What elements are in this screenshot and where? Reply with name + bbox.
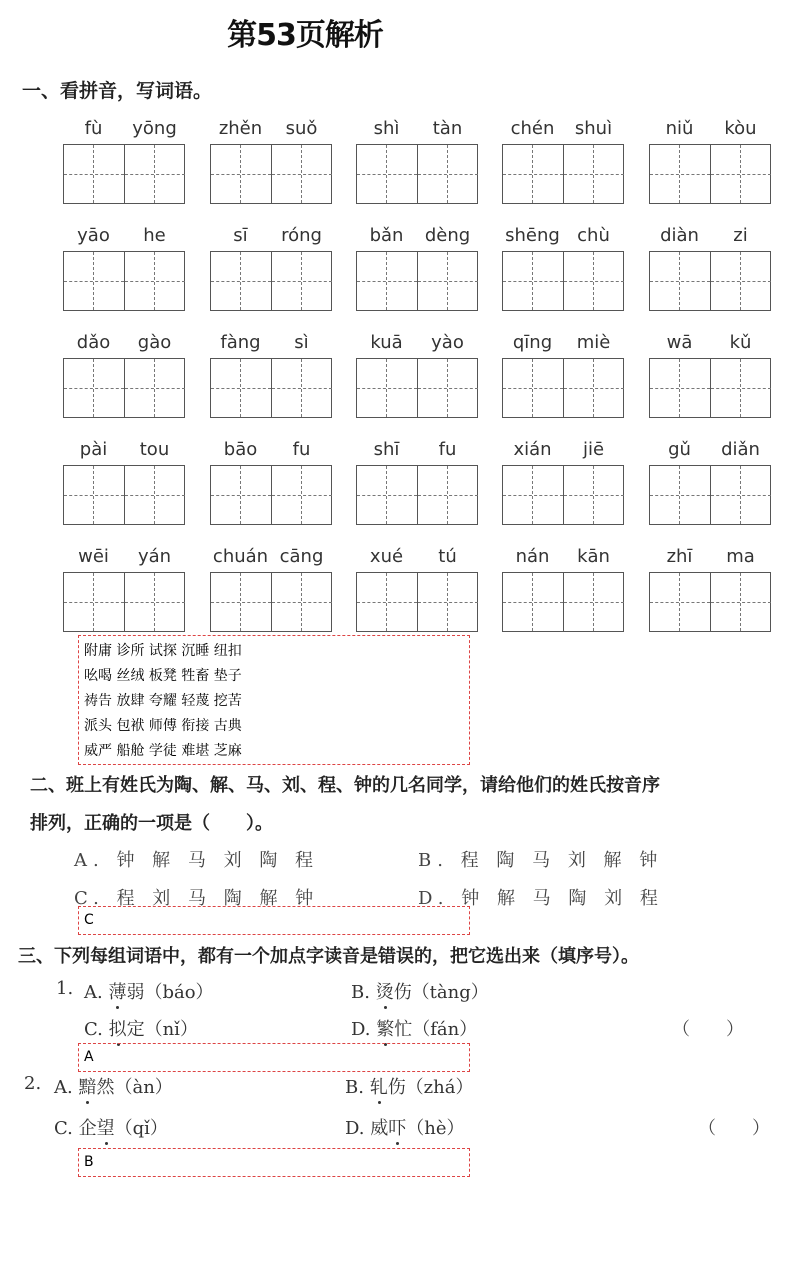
pinyin-label [210, 225, 332, 247]
tian-zi-ge-cell [418, 466, 478, 524]
pinyin-label [649, 225, 771, 247]
option-label: B. [351, 982, 370, 1003]
section2-option-a: A. 钟 解 马 刘 陶 程 [74, 850, 320, 871]
option-label: D. [351, 1019, 371, 1040]
option-text: 伤（zhá） [387, 1077, 474, 1098]
pinyin-label [502, 546, 624, 568]
writing-box [502, 572, 624, 632]
option-label: B. [345, 1077, 364, 1098]
section2-option-b: B. 程 陶 马 刘 解 钟 [418, 850, 664, 871]
pinyin-label [502, 332, 624, 354]
q1-option-a [84, 978, 214, 1004]
tian-zi-ge-cell [503, 145, 564, 203]
tian-zi-ge-cell [64, 359, 125, 417]
dotted-char: 薄 [108, 982, 127, 1003]
pinyin-syllable: suǒ [285, 118, 318, 139]
tian-zi-ge-cell [650, 466, 711, 524]
pinyin-item [649, 546, 771, 628]
pinyin-syllable: yāo [77, 225, 110, 246]
pinyin-syllable: diǎn [721, 439, 760, 460]
section2-option-c: C. 程 刘 马 陶 解 钟 [74, 888, 320, 909]
answer-text: C [84, 912, 94, 928]
tian-zi-ge-cell [711, 573, 771, 631]
q1-option-c [84, 1015, 198, 1041]
option-text: 伤（tàng） [393, 982, 489, 1003]
q2-number: 2. [24, 1073, 42, 1094]
tian-zi-ge-cell [711, 145, 771, 203]
pinyin-item [502, 225, 624, 307]
tian-zi-ge-cell [650, 359, 711, 417]
pinyin-item [356, 546, 478, 628]
section2-heading-line1: 二、班上有姓氏为陶、解、马、刘、程、钟的几名同学，请给他们的姓氏按音序 [30, 775, 660, 796]
pinyin-syllable: yōng [132, 118, 177, 139]
tian-zi-ge-cell [418, 573, 478, 631]
q1-option-b [351, 978, 489, 1004]
q2-option-c [54, 1114, 168, 1140]
tian-zi-ge-cell [418, 145, 478, 203]
tian-zi-ge-cell [711, 359, 771, 417]
tian-zi-ge-cell [418, 359, 478, 417]
pinyin-syllable: ma [726, 546, 755, 567]
q1-option-d [351, 1015, 477, 1041]
tian-zi-ge-cell [357, 252, 418, 310]
option-label: A. [84, 982, 103, 1003]
writing-box [210, 465, 332, 525]
tian-zi-ge-cell [650, 252, 711, 310]
pinyin-item [210, 332, 332, 414]
option-text: 弱（báo） [126, 982, 214, 1003]
pinyin-syllable: shī [373, 439, 400, 460]
tian-zi-ge-cell [564, 252, 624, 310]
tian-zi-ge-cell [211, 252, 272, 310]
option-text: 威 [370, 1118, 389, 1139]
section2-heading-line2: 排列，正确的一项是（ ）。 [30, 813, 273, 834]
pinyin-item [356, 332, 478, 414]
tian-zi-ge-cell [125, 466, 185, 524]
writing-box [63, 572, 185, 632]
dotted-char: 繁 [376, 1019, 395, 1040]
tian-zi-ge-cell [711, 466, 771, 524]
pinyin-syllable: kòu [724, 118, 757, 139]
pinyin-syllable: wā [666, 332, 693, 353]
pinyin-syllable: fù [84, 118, 103, 139]
tian-zi-ge-cell [503, 252, 564, 310]
tian-zi-ge-cell [564, 359, 624, 417]
pinyin-label [502, 225, 624, 247]
pinyin-label [63, 118, 185, 140]
tian-zi-ge-cell [272, 466, 332, 524]
pinyin-syllable: cāng [279, 546, 324, 567]
pinyin-syllable: chén [510, 118, 555, 139]
pinyin-item [502, 332, 624, 414]
dotted-char: 拟 [108, 1019, 127, 1040]
answer-box-q2 [78, 1148, 470, 1177]
pinyin-syllable: nán [515, 546, 550, 567]
pinyin-syllable: róng [281, 225, 322, 246]
answer-line: 威严 船舱 学徒 难堪 芝麻 [84, 743, 242, 759]
pinyin-label [63, 332, 185, 354]
tian-zi-ge-cell [125, 573, 185, 631]
tian-zi-ge-cell [357, 466, 418, 524]
pinyin-syllable: chù [577, 225, 610, 246]
pinyin-label [63, 546, 185, 568]
tian-zi-ge-cell [564, 466, 624, 524]
pinyin-item [63, 439, 185, 521]
pinyin-syllable: gǔ [668, 439, 691, 460]
tian-zi-ge-cell [64, 573, 125, 631]
answer-line: 派头 包袱 师傅 衔接 古典 [84, 718, 242, 734]
tian-zi-ge-cell [272, 359, 332, 417]
answer-line: 附庸 诊所 试探 沉睡 纽扣 [84, 643, 242, 659]
pinyin-syllable: fu [438, 439, 457, 460]
pinyin-label [356, 118, 478, 140]
pinyin-syllable: gào [137, 332, 172, 353]
writing-box [649, 251, 771, 311]
section2-option-d: D. 钟 解 马 陶 刘 程 [418, 888, 664, 909]
tian-zi-ge-cell [711, 252, 771, 310]
pinyin-label [356, 546, 478, 568]
pinyin-item [63, 225, 185, 307]
writing-box [649, 465, 771, 525]
option-label: C. [84, 1019, 103, 1040]
pinyin-item [356, 225, 478, 307]
pinyin-syllable: shì [373, 118, 400, 139]
pinyin-item [63, 546, 185, 628]
tian-zi-ge-cell [503, 466, 564, 524]
option-text: （qǐ） [114, 1118, 168, 1139]
tian-zi-ge-cell [125, 252, 185, 310]
pinyin-syllable: fu [292, 439, 311, 460]
pinyin-label [210, 332, 332, 354]
pinyin-item [649, 225, 771, 307]
writing-box [649, 358, 771, 418]
section1-heading: 一、看拼音，写词语。 [22, 80, 213, 102]
pinyin-syllable: tou [139, 439, 170, 460]
tian-zi-ge-cell [272, 573, 332, 631]
pinyin-syllable: kān [577, 546, 610, 567]
pinyin-syllable: sī [233, 225, 248, 246]
pinyin-syllable: chuán [212, 546, 269, 567]
pinyin-label [210, 546, 332, 568]
pinyin-syllable: tàn [432, 118, 463, 139]
answer-box-section1 [78, 635, 470, 765]
pinyin-label [356, 225, 478, 247]
option-label: D. [345, 1118, 365, 1139]
pinyin-label [649, 332, 771, 354]
pinyin-syllable: shēng [505, 225, 560, 246]
pinyin-syllable: bāo [223, 439, 258, 460]
pinyin-syllable: kuā [370, 332, 403, 353]
answer-box-section2 [78, 906, 470, 935]
dotted-char: 烫 [375, 982, 394, 1003]
writing-box [649, 572, 771, 632]
tian-zi-ge-cell [125, 359, 185, 417]
answer-text: B [84, 1154, 94, 1170]
q2-option-a [54, 1073, 173, 1099]
pinyin-item [502, 118, 624, 200]
tian-zi-ge-cell [503, 573, 564, 631]
pinyin-label [649, 546, 771, 568]
pinyin-item [502, 546, 624, 628]
pinyin-syllable: sì [294, 332, 309, 353]
pinyin-syllable: he [143, 225, 166, 246]
q2-option-d [345, 1114, 465, 1140]
pinyin-item [210, 439, 332, 521]
pinyin-syllable: miè [576, 332, 611, 353]
q2-option-b [345, 1073, 474, 1099]
pinyin-syllable: yán [137, 546, 172, 567]
pinyin-label [63, 225, 185, 247]
writing-box [210, 358, 332, 418]
writing-box [63, 144, 185, 204]
pinyin-syllable: yào [431, 332, 464, 353]
section3-heading: 三、下列每组词语中，都有一个加点字读音是错误的，把它选出来（填序号）。 [18, 946, 639, 967]
pinyin-label [63, 439, 185, 461]
writing-box [502, 144, 624, 204]
pinyin-label [502, 118, 624, 140]
pinyin-syllable: jiē [582, 439, 605, 460]
page-title: 第53页解析 [227, 18, 383, 53]
writing-box [502, 251, 624, 311]
tian-zi-ge-cell [272, 252, 332, 310]
pinyin-syllable: xué [369, 546, 404, 567]
pinyin-item [63, 332, 185, 414]
writing-box [63, 465, 185, 525]
tian-zi-ge-cell [272, 145, 332, 203]
pinyin-label [356, 332, 478, 354]
pinyin-syllable: fàng [220, 332, 261, 353]
pinyin-syllable: pài [79, 439, 108, 460]
dotted-char: 轧 [369, 1077, 388, 1098]
pinyin-syllable: dèng [424, 225, 471, 246]
tian-zi-ge-cell [64, 145, 125, 203]
tian-zi-ge-cell [125, 145, 185, 203]
pinyin-label [502, 439, 624, 461]
pinyin-label [356, 439, 478, 461]
pinyin-label [210, 118, 332, 140]
writing-box [649, 144, 771, 204]
tian-zi-ge-cell [357, 145, 418, 203]
dotted-char: 望 [96, 1118, 115, 1139]
pinyin-syllable: kǔ [729, 332, 752, 353]
writing-box [502, 358, 624, 418]
tian-zi-ge-cell [211, 145, 272, 203]
pinyin-label [649, 439, 771, 461]
tian-zi-ge-cell [211, 573, 272, 631]
pinyin-item [210, 546, 332, 628]
pinyin-syllable: bǎn [369, 225, 404, 246]
q1-answer-paren: （ ） [672, 1019, 744, 1040]
option-label: A. [54, 1077, 73, 1098]
tian-zi-ge-cell [211, 359, 272, 417]
answer-line: 吆喝 丝绒 板凳 牲畜 垫子 [84, 668, 242, 684]
writing-box [63, 251, 185, 311]
pinyin-syllable: zhī [666, 546, 693, 567]
tian-zi-ge-cell [357, 359, 418, 417]
writing-box [210, 251, 332, 311]
answer-text: A [84, 1049, 94, 1065]
pinyin-item [649, 118, 771, 200]
q1-number: 1. [56, 978, 74, 999]
writing-box [356, 251, 478, 311]
pinyin-syllable: shuì [574, 118, 613, 139]
writing-box [356, 358, 478, 418]
pinyin-syllable: wēi [78, 546, 109, 567]
pinyin-label [649, 118, 771, 140]
tian-zi-ge-cell [418, 252, 478, 310]
answer-box-q1 [78, 1043, 470, 1072]
writing-box [356, 465, 478, 525]
tian-zi-ge-cell [564, 573, 624, 631]
pinyin-syllable: dǎo [76, 332, 111, 353]
pinyin-item [210, 225, 332, 307]
pinyin-syllable: qīng [512, 332, 553, 353]
pinyin-item [210, 118, 332, 200]
option-text: 企 [78, 1118, 97, 1139]
pinyin-syllable: tú [438, 546, 457, 567]
pinyin-syllable: niǔ [665, 118, 694, 139]
tian-zi-ge-cell [503, 359, 564, 417]
dotted-char: 吓 [388, 1118, 407, 1139]
option-text: 忙（fán） [394, 1019, 478, 1040]
tian-zi-ge-cell [650, 145, 711, 203]
writing-box [210, 572, 332, 632]
pinyin-syllable: zi [733, 225, 748, 246]
dotted-char: 黯 [78, 1077, 97, 1098]
pinyin-item [356, 439, 478, 521]
tian-zi-ge-cell [64, 252, 125, 310]
pinyin-item [63, 118, 185, 200]
tian-zi-ge-cell [650, 573, 711, 631]
tian-zi-ge-cell [211, 466, 272, 524]
pinyin-item [649, 332, 771, 414]
pinyin-label [210, 439, 332, 461]
pinyin-item [356, 118, 478, 200]
pinyin-syllable: diàn [660, 225, 699, 246]
option-text: 然（àn） [96, 1077, 173, 1098]
tian-zi-ge-cell [564, 145, 624, 203]
writing-box [356, 144, 478, 204]
writing-box [502, 465, 624, 525]
tian-zi-ge-cell [64, 466, 125, 524]
option-text: 定（nǐ） [126, 1019, 198, 1040]
q2-answer-paren: （ ） [698, 1118, 770, 1139]
pinyin-syllable: xián [513, 439, 552, 460]
pinyin-syllable: zhěn [218, 118, 263, 139]
answer-line: 祷告 放肆 夸耀 轻蔑 挖苦 [84, 693, 242, 709]
tian-zi-ge-cell [357, 573, 418, 631]
writing-box [63, 358, 185, 418]
option-text: （hè） [406, 1118, 465, 1139]
writing-box [356, 572, 478, 632]
pinyin-item [649, 439, 771, 521]
pinyin-item [502, 439, 624, 521]
option-label: C. [54, 1118, 73, 1139]
writing-box [210, 144, 332, 204]
